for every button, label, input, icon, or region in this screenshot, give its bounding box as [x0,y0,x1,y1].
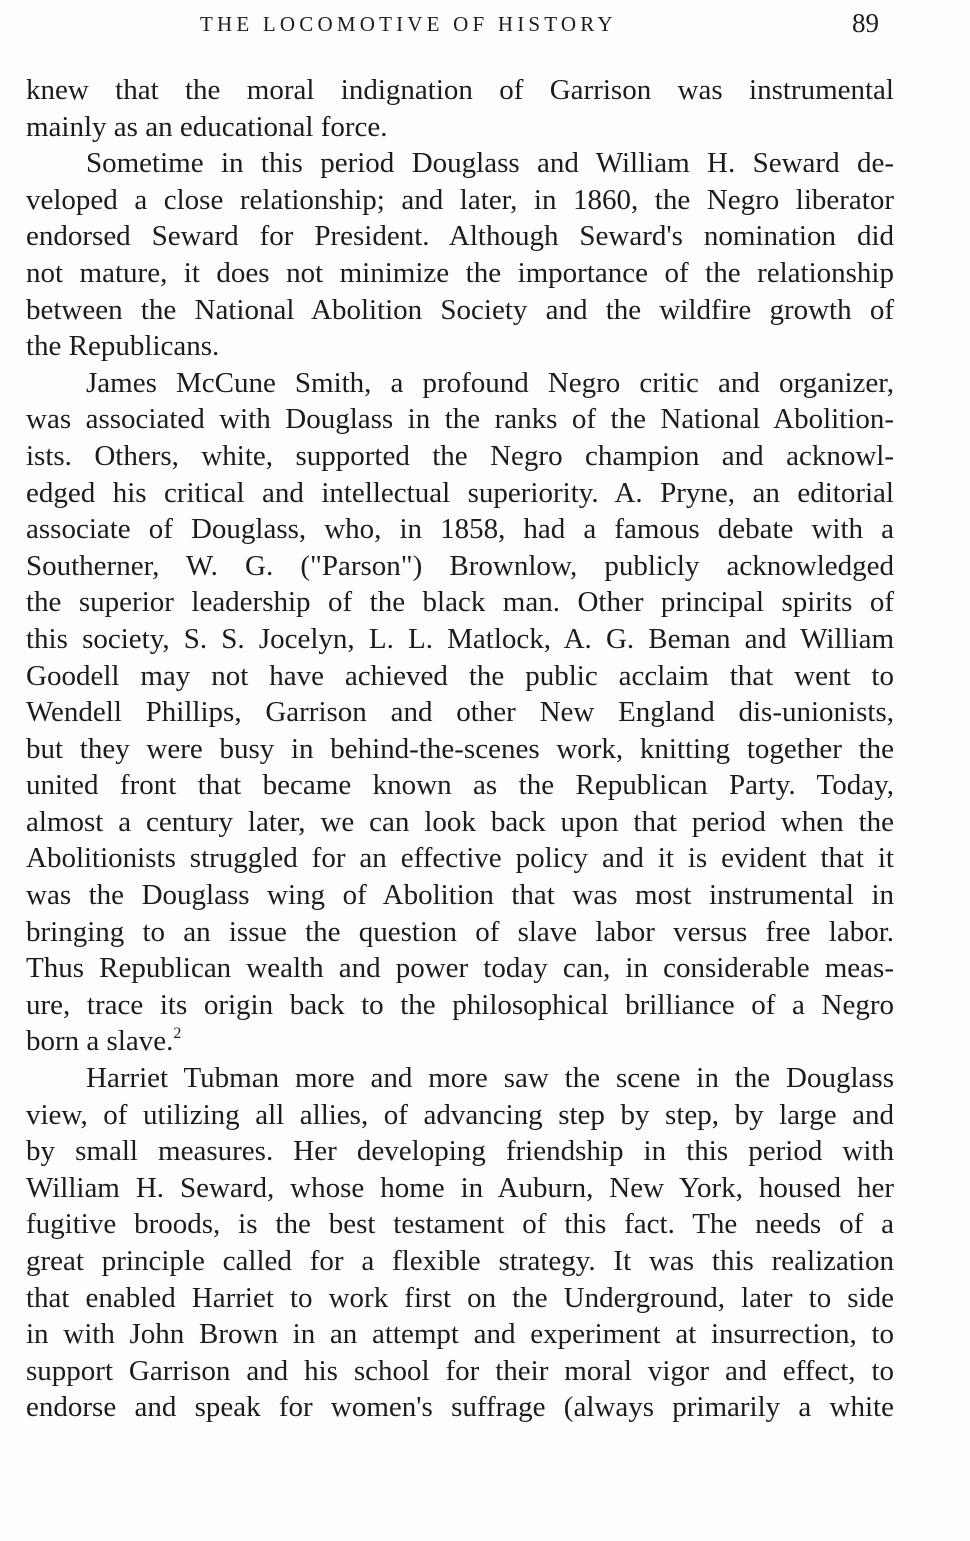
text-line: but they were busy in behind-the-scenes work, knitting together the [26,732,894,765]
text-line: Sometime in this period Douglass and William H. Seward de- [86,147,894,180]
text-line: that enabled Harriet to work first on the Underground, later to side [26,1281,894,1314]
running-head [0,8,970,44]
text-line: was associated with Douglass in the ranks of the National Abolition- [26,403,894,436]
text-line: ure, trace its origin back to the philosophical brilliance of a Negro [26,988,894,1021]
text-line: almost a century later, we can look back upon that period when the [26,805,894,838]
text-line: fugitive broods, is the best testament of this fact. The needs of a [26,1208,894,1241]
text-line: great principle called for a flexible strategy. It was this realization [26,1245,894,1277]
text-line: endorsed Seward for President. Although Seward's nomination did [26,220,894,253]
text-line: veloped a close relationship; and later, in 1860, the Negro liberator [26,183,894,216]
text-line: this society, S. S. Jocelyn, L. L. Matlock, A. G. Beman and William [26,622,894,655]
text-line: in with John Brown in an attempt and experiment at insurrection, to [26,1318,894,1351]
text-line: Thus Republican wealth and power today can, in considerable meas- [26,952,894,985]
text-line [26,1023,894,1060]
text-line: associate of Douglass, who, in 1858, had a famous debate with a [26,513,894,546]
text-line: not mature, it does not minimize the importance of the relationship [26,256,894,289]
footnote-marker: 2 [173,1025,182,1043]
text-line: the superior leadership of the black man. Other principal spirits of [26,586,894,619]
text-line: Southerner, W. G. ("Parson") Brownlow, publicly acknowledged [26,549,894,582]
text-line: knew that the moral indignation of Garrison was instrumental [26,74,894,106]
page-number: 89 [852,8,879,38]
text-line: ists. Others, white, supported the Negro champion and acknowl- [26,439,894,472]
text-line: view, of utilizing all allies, of advancing step by step, by large and [26,1098,894,1131]
text-line: endorse and speak for women's suffrage (always primarily a white [26,1391,894,1424]
text-line: by small measures. Her developing friendship in this period with [26,1135,894,1168]
text-line: William H. Seward, whose home in Auburn, New York, housed her [26,1171,894,1204]
text-line: mainly as an educational force. [26,110,388,143]
text-line: was the Douglass wing of Abolition that was most instrumental in [26,879,894,912]
text-line: bringing to an issue the question of slave labor versus free labor. [26,915,894,948]
text-line: Abolitionists struggled for an effective policy and it is evident that it [26,842,894,875]
text-line: between the National Abolition Society and the wildfire growth of [26,293,894,326]
text-line: James McCune Smith, a profound Negro critic and organizer, [86,366,894,399]
text-line: edged his critical and intellectual superiority. A. Pryne, an editorial [26,476,894,509]
text-line-content: born a slave. [26,1025,174,1058]
body-text [26,72,894,1426]
text-line: support Garrison and his school for their moral vigor and effect, to [26,1354,894,1387]
running-title: THE LOCOMOTIVE OF HISTORY [200,12,617,36]
text-line: Wendell Phillips, Garrison and other New England dis-unionists, [26,696,894,729]
text-line: united front that became known as the Republican Party. Today, [26,769,894,802]
text-line: Goodell may not have achieved the public acclaim that went to [26,659,894,692]
text-line: Harriet Tubman more and more saw the scene in the Douglass [86,1062,894,1095]
text-line: the Republicans. [26,330,220,363]
